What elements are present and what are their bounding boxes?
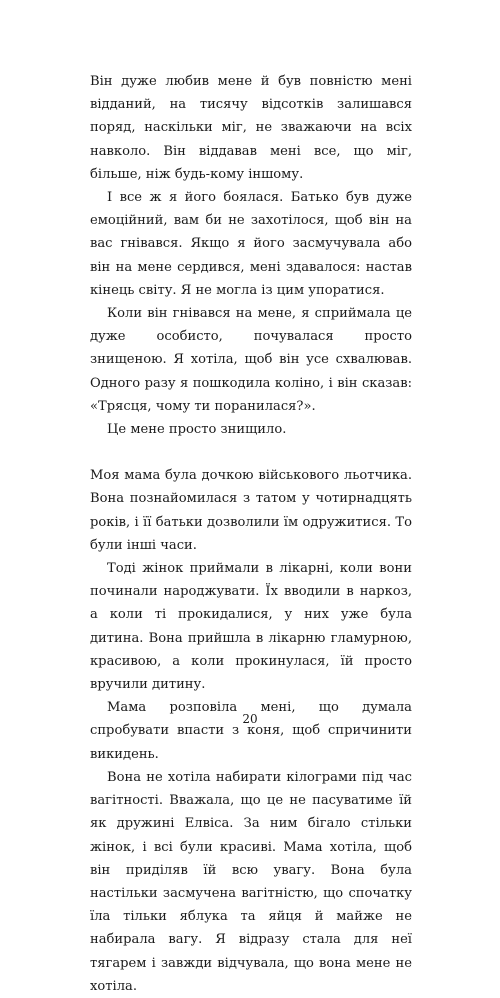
page-number: 20 [242,712,258,726]
paragraph: Це мене просто знищило. [107,422,287,438]
paragraph: Мама розповіла мені, що думала спробувати впасти з коня, щоб спричинити викидень. [90,700,412,762]
section-break [90,441,412,464]
paragraph: Він дуже любив мене й був повністю мені відданий, на тисячу відсотків залишався поряд, наскільки міг, не зважаючи на всіх навколо. Він віддавав мені все, що міг, більше, ніж будь-кому іншому. [90,74,412,182]
paragraph: Коли він гнівався на мене, я сприймала це дуже особисто, почувалася просто знищеною. Я хотіла, щоб він усе схвалював. Одного разу я пошкодила коліно, і він сказав: «Трясця, чому ти поранилася?». [90,306,412,414]
paragraph: І все ж я його боялася. Батько був дуже емоційний, вам би не захотілося, щоб він на вас гнівався. Якщо я його засмучувала або він на мене сердився, мені здавалося: настав кінець світу. Я не могла із цим упоратися. [90,190,412,298]
paragraph: Моя мама була дочкою військового льотчика. Вона познайомилася з татом у чотирнадцять років, і її батьки дозволили їм одружитися. То були інші часи. [90,468,412,553]
paragraph: Тоді жінок приймали в лікарні, коли вони починали народжувати. Їх вводили в наркоз, а коли ті прокидалися, у них уже була дитина. Вона прийшла в лікарню гламурною, красивою, а коли прокинулася, їй просто вручили дитину. [90,561,412,693]
book-page-text [90,70,412,998]
paragraph: Вона не хотіла набирати кілограми під час вагітності. Вважала, що це не пасуватиме їй як дружині Елвіса. За ним бігало стільки жінок, і всі були красиві. Мама хотіла, щоб він приділяв їй всю увагу. Вона була настільки засмучена вагітністю, що спочатку їла тільки яблука та яйця й майже не набирала вагу. Я відразу стала для неї тягарем і завжди відчувала, що вона мене не хотіла. [90,769,412,994]
